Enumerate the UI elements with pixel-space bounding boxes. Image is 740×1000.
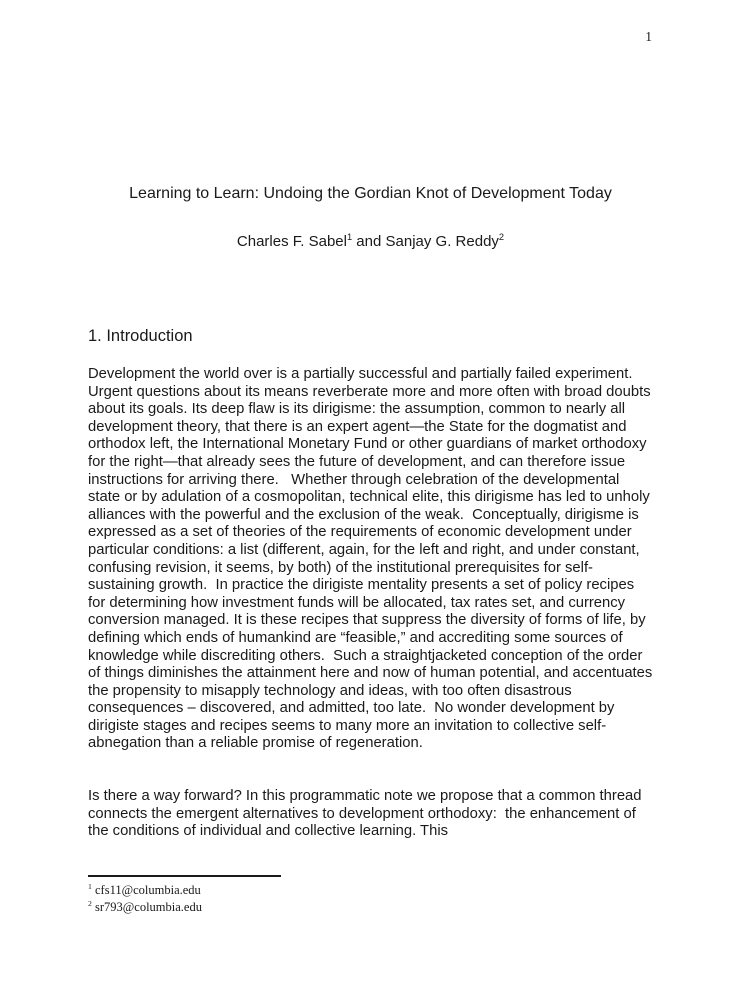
footnote-mark: 1: [88, 881, 92, 891]
paper-title: Learning to Learn: Undoing the Gordian Knot of Development Today: [129, 185, 612, 202]
authors-separator: and: [352, 233, 386, 250]
footnote-separator: [88, 875, 281, 877]
paragraph: Development the world over is a partially successful and partially failed experiment. Urgent questions about its means reverberate more and more often with broad doubts about its goals. Its deep flaw is its dirigisme: the assumption, common to nearly all development theory, that there is an expert agent—the State for the dogmatist and orthodox left, the International Monetary Fund or other guardians of market orthodoxy for the right—that already sees the future of development, and can therefore issue instructions for arriving there. Whether through celebration of the developmental state or by adulation of a cosmopolitan, technical elite, this dirigisme has led to unholy alliances with the powerful and the exclusion of the weak. Conceptually, dirigisme is expressed as a set of theories of the requirements of economic development under particular conditions: a list (different, again, for the left and right, and under constant, confusing revision, it seems, by both) of the institutional prerequisites for self-sustaining growth. In practice the dirigiste mentality presents a set of policy recipes for determining how investment funds will be allocated, tax rates set, and currency conversion managed. It is these recipes that suppress the diversity of forms of life, by defining which ends of humankind are “feasible,” and accrediting some sources of knowledge while discrediting others. Such a straightjacketed conception of the order of things diminishes the attainment here and now of human potential, and accentuates the propensity to misapply technology and ideas, with too often disastrous consequences – discovered, and admitted, too late. No wonder development by dirigiste stages and recipes seems to many more an invitation to collective self-abnegation than a reliable promise of regeneration.: [88, 366, 657, 752]
author-name: Sanjay G. Reddy: [385, 233, 499, 250]
author-name: Charles F. Sabel: [236, 233, 347, 250]
footnote-text: sr793@columbia.edu: [95, 899, 202, 914]
footnote-mark: 2: [88, 898, 92, 908]
section-heading: 1. Introduction: [88, 327, 193, 345]
footnote-text: cfs11@columbia.edu: [95, 883, 201, 897]
authors-line: [88, 233, 653, 251]
author-footnote-mark: 1: [346, 232, 353, 242]
footnotes-block: [88, 882, 202, 915]
footnote: [88, 882, 202, 899]
author-footnote-mark: 2: [498, 232, 505, 242]
paragraph: Is there a way forward? In this programmatic note we propose that a common thread connects the emergent alternatives to development orthodoxy: the enhancement of the conditions of individual and collective learning. This: [88, 788, 646, 840]
page-number: 1: [645, 29, 652, 44]
footnote: [88, 899, 202, 916]
